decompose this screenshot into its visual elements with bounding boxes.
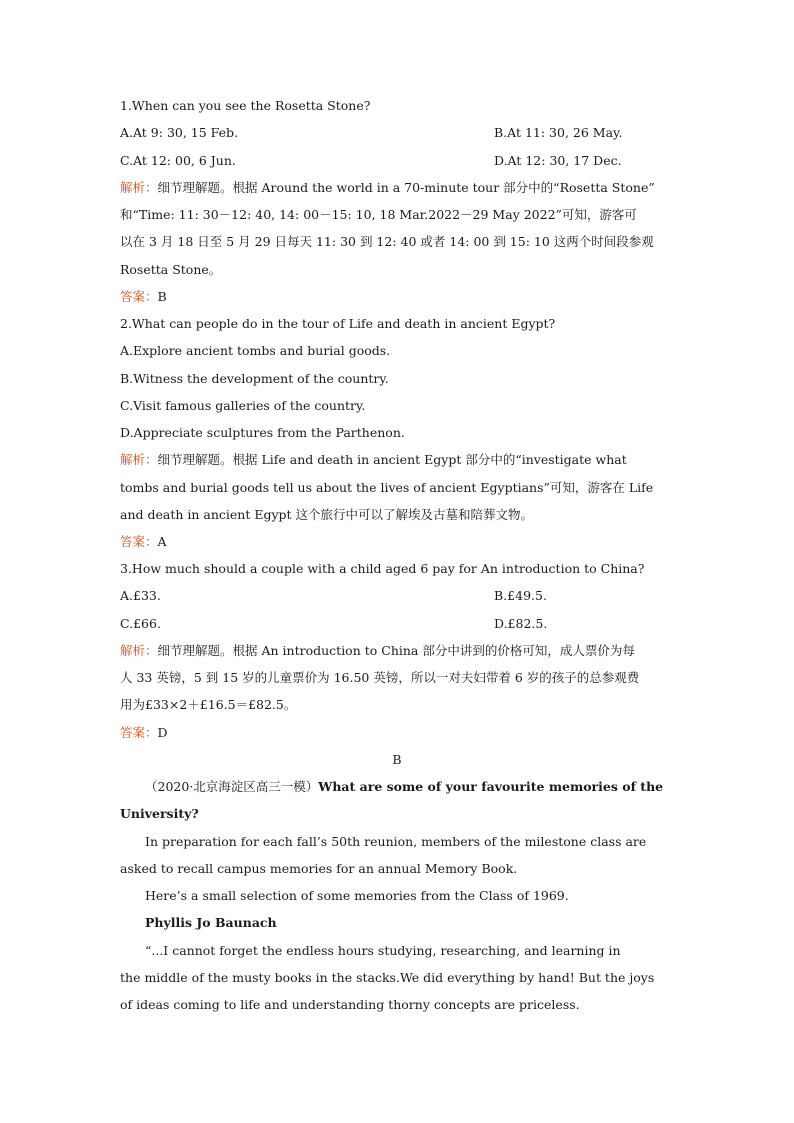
q2-answer-value: A	[157, 534, 167, 549]
question-3: 3.How much should a couple with a child aged 6 pay for An introduction to China?	[120, 561, 645, 576]
q1-option-c: C.At 12: 00, 6 Jun.	[120, 153, 236, 168]
q3-option-b: B.£49.5.	[494, 588, 547, 603]
q1-analysis-line-3: 以在 3 月 18 日至 5 月 29 日每天 11: 30 到 12: 40 或者 14: 00 到 15: 10 这两个时间段参观	[120, 234, 654, 249]
section-title: What are some of your favourite memories of the	[318, 779, 664, 794]
quote-line-1: “...I cannot forget the endless hours studying, researching, and learning in	[145, 943, 621, 958]
author-name: Phyllis Jo Baunach	[145, 915, 277, 930]
q3-options-row-2	[120, 616, 676, 632]
q1-options-row-1	[120, 125, 676, 141]
section-source: （2020·北京海淀区高三一模）	[145, 779, 319, 794]
q1-option-d: D.At 12: 30, 17 Dec.	[494, 153, 622, 168]
para2: Here’s a small selection of some memories from the Class of 1969.	[145, 888, 569, 903]
question-2: 2.What can people do in the tour of Life and death in ancient Egypt?	[120, 316, 556, 331]
section-letter: B	[392, 752, 402, 767]
question-1: 1.When can you see the Rosetta Stone?	[120, 98, 371, 113]
section-title-line-2: University?	[120, 806, 199, 821]
q1-option-a: A.At 9: 30, 15 Feb.	[120, 125, 239, 140]
q2-answer-label: 答案：	[120, 534, 158, 549]
section-title-line-1	[145, 779, 676, 795]
q3-analysis-line-2: 人 33 英镑，5 到 15 岁的儿童票价为 16.50 英镑，所以一对夫妇带着 6 岁的孩子的总参观费	[120, 670, 640, 685]
q2-analysis-label: 解析：	[120, 452, 158, 467]
q2-analysis-line-2: tombs and burial goods tell us about the lives of ancient Egyptians”可知，游客在 Life	[120, 480, 654, 495]
q2-analysis-line-1: 解析：细节理解题。根据 Life and death in ancient Egypt 部分中的“investigate what	[120, 452, 627, 467]
q1-analysis-line-4: Rosetta Stone。	[120, 262, 222, 277]
q3-analysis-label: 解析：	[120, 643, 158, 658]
q3-analysis-line-1: 解析：细节理解题。根据 An introduction to China 部分中讲到的价格可知，成人票价为每	[120, 643, 635, 658]
q2-option-a: A.Explore ancient tombs and burial goods.	[120, 343, 391, 358]
q2-option-c: C.Visit famous galleries of the country.	[120, 398, 366, 413]
q3-analysis-line-3: 用为£33×2＋£16.5＝£82.5。	[120, 697, 297, 712]
q3-option-d: D.£82.5.	[494, 616, 548, 631]
q1-answer	[120, 289, 676, 305]
q3-option-a: A.£33.	[120, 588, 161, 603]
q1-analysis-line-2: 和“Time: 11: 30－12: 40, 14: 00－15: 10, 18 Mar.2022－29 May 2022”可知，游客可	[120, 207, 637, 222]
q3-answer	[120, 725, 676, 741]
q3-options-row-1	[120, 588, 676, 604]
q1-analysis-label: 解析：	[120, 180, 158, 195]
q3-answer-label: 答案：	[120, 725, 158, 740]
q2-option-d: D.Appreciate sculptures from the Parthenon.	[120, 425, 405, 440]
q1-options-row-2	[120, 153, 676, 169]
para1-line-1: In preparation for each fall’s 50th reunion, members of the milestone class are	[145, 834, 647, 849]
quote-line-3: of ideas coming to life and understanding thorny concepts are priceless.	[120, 997, 580, 1012]
para1-line-2: asked to recall campus memories for an annual Memory Book.	[120, 861, 518, 876]
q2-option-b: B.Witness the development of the country.	[120, 371, 389, 386]
q2-analysis-line-3: and death in ancient Egypt 这个旅行中可以了解埃及古墓和陪葬文物。	[120, 507, 534, 522]
q3-answer-value: D	[157, 725, 168, 740]
q3-option-c: C.£66.	[120, 616, 161, 631]
q1-answer-label: 答案：	[120, 289, 158, 304]
q1-answer-value: B	[157, 289, 167, 304]
q1-option-b: B.At 11: 30, 26 May.	[494, 125, 623, 140]
q1-analysis-line-1: 解析：细节理解题。根据 Around the world in a 70-minute tour 部分中的“Rosetta Stone”	[120, 180, 655, 195]
q2-answer	[120, 534, 676, 550]
quote-line-2: the middle of the musty books in the stacks.We did everything by hand! But the joys	[120, 970, 655, 985]
